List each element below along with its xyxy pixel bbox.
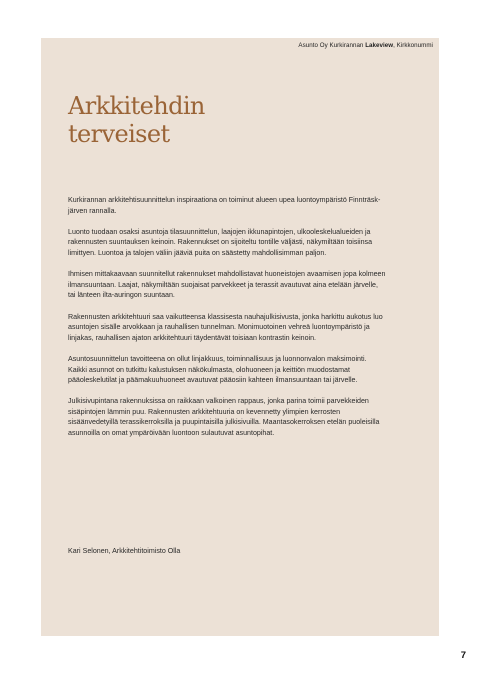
title-line-2: terveiset [68, 120, 170, 148]
document-header [298, 42, 433, 49]
content-panel [41, 38, 439, 636]
page-title [68, 92, 205, 148]
paragraph-4: Rakennusten arkkitehtuuri saa vaikutteensa klassisesta nauhajulkisivusta, jonka harkittu aukotus luo asuntojen sisälle arvokkaan ja rauhallisen tunnelman. Monimuotoinen vehreä luontoympäristö ja linjakas, rauhallisen ajaton arkkitehtuuri täydentävät toisiaan kontrastin keinoin. [68, 312, 383, 342]
body-text [68, 195, 386, 449]
signature: Kari Selonen, Arkkitehtitoimisto Olla [68, 547, 181, 555]
paragraph-6: Julkisivupintana rakennuksissa on raikkaan valkoinen rappaus, jonka parina toimii parvekkeiden sisäpintojen lämmin puu. Rakennusten arkkitehtuuria on kevennetty ylimpien kerrosten sisäänvedetyillä terassikerroksilla ja puupintaisilla julkisivuilla. Maantasokerroksen etelän puoleisilla asunnoilla on omat ympäröivään luontoon sulautuvat asuntopihat. [68, 397, 380, 438]
header-suffix: , Kirkkonummi [393, 42, 433, 49]
header-project-name: Lakeview [365, 42, 394, 49]
header-prefix: Asunto Oy Kurkirannan [298, 42, 364, 49]
paragraph-2: Luonto tuodaan osaksi asuntoja tilasuunnittelun, laajojen ikkunapintojen, ulkooleskelualueiden ja rakennusten suuntauksen keinoin. Rakennukset on sijoiteltu tontille väljästi, näkymiltään toisiinsa limittyen. Luontoa ja talojen väliin jääviä puita on säästetty mahdollisimman paljon. [68, 227, 373, 257]
page-number: 7 [460, 650, 466, 661]
paragraph-3: Ihmisen mittakaavaan suunnitellut rakennukset mahdollistavat huoneistojen avaamisen jopa kolmeen ilmansuuntaan. Laajat, näkymiltään suojaisat parvekkeet ja terassit avautuvat aina etelään järvelle, tai länteen ilta-auringon suuntaan. [68, 270, 386, 300]
title-line-1: Arkkitehdin [68, 92, 205, 120]
paragraph-5: Asuntosuunnittelun tavoitteena on ollut linjakkuus, toiminnallisuus ja luonnonvalon maksimointi. Kaikki asunnot on tutkittu kalustuksen näkökulmasta, olohuoneen ja keittiön muodostamat pääoleskelutilat ja päämakuuhuoneet avautuvat pääosiin kahteen ilmansuuntaan tai järvelle. [68, 354, 367, 385]
paragraph-1: Kurkirannan arkkitehtisuunnittelun inspiraationa on toiminut alueen upea luontoympäristö Finnträsk-järven rannalla. [68, 196, 381, 215]
